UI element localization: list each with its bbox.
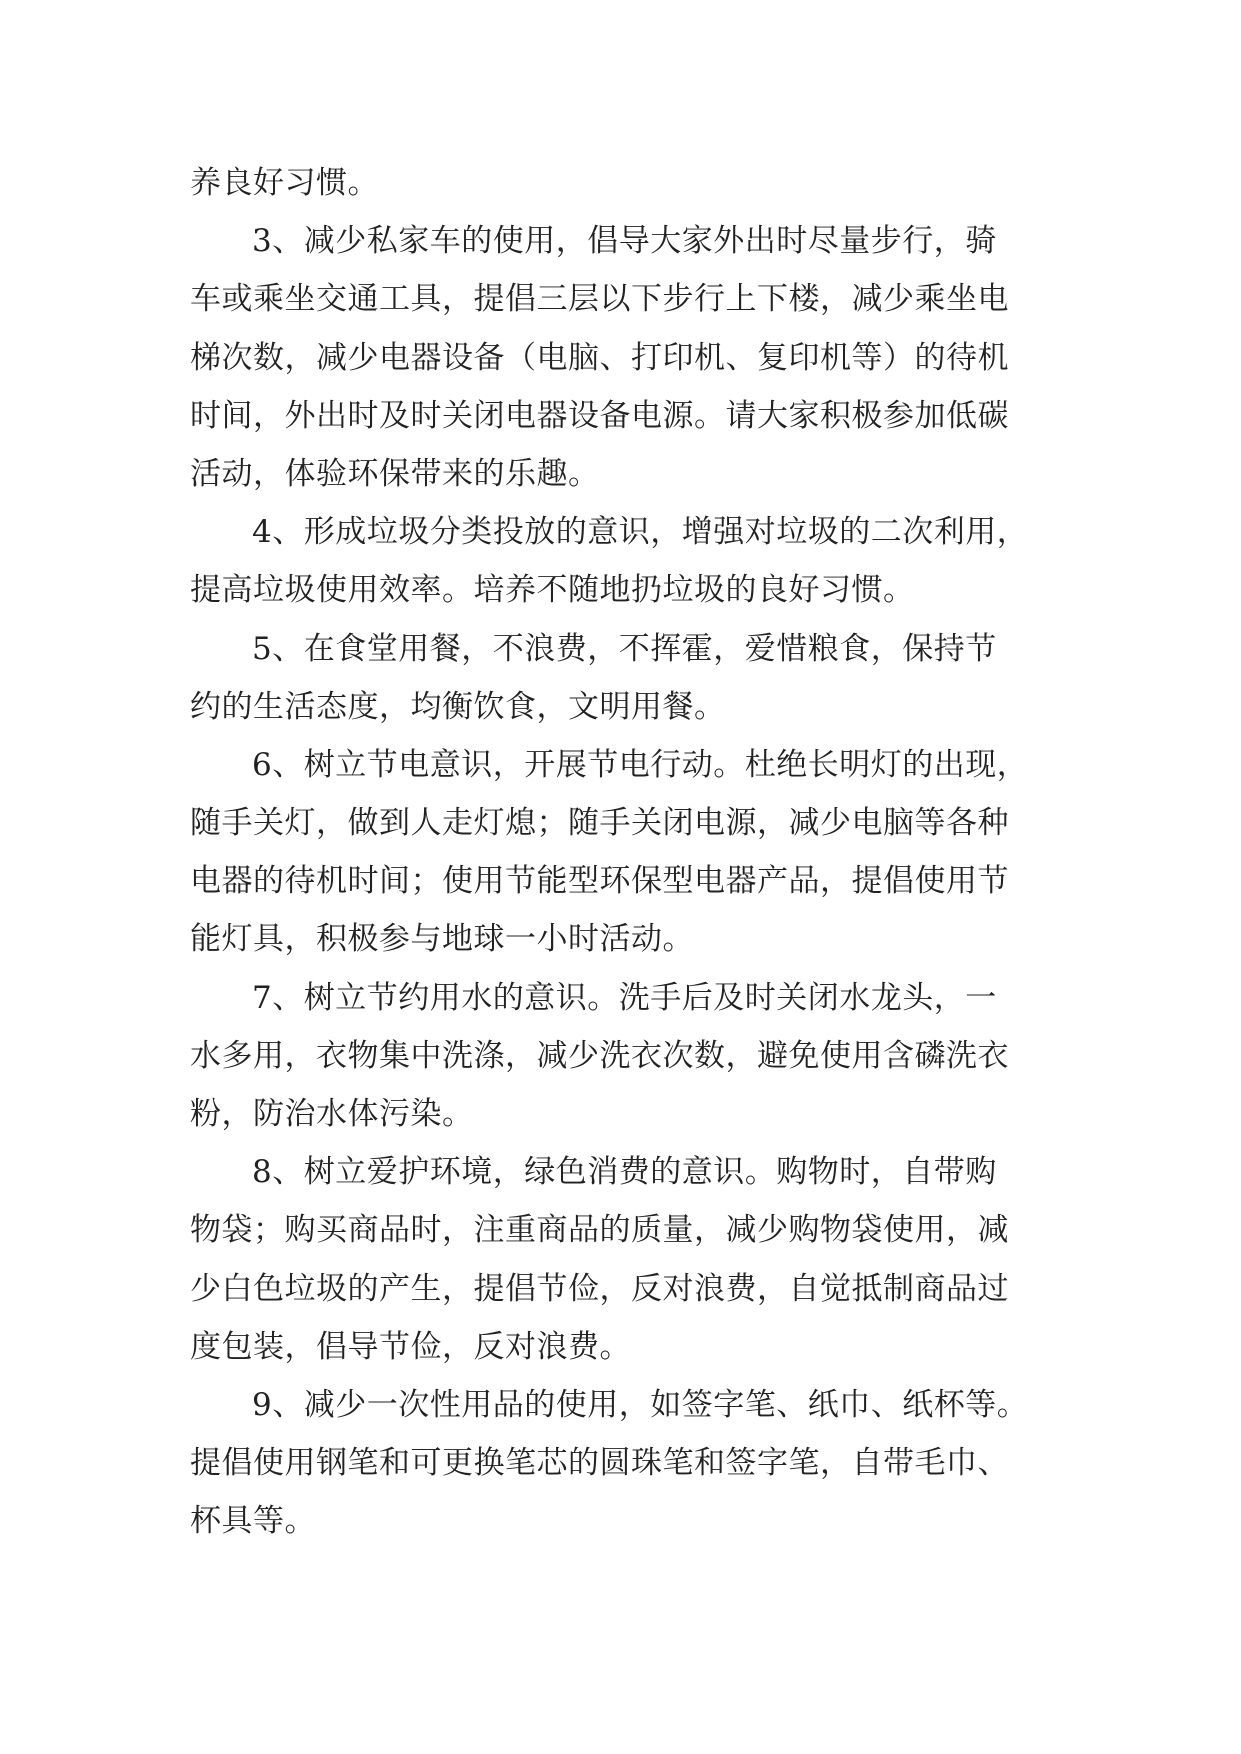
text-line: 养良好习惯。: [190, 165, 379, 201]
text-line: 物袋；购买商品时，注重商品的质量，减少购物袋使用，减: [190, 1212, 1009, 1249]
paragraph-7-start: 7、树立节约用水的意识。洗手后及时关闭水龙头，一: [252, 979, 997, 1016]
paragraph-5-start: 5、在食堂用餐，不浪费，不挥霍，爱惜粮食，保持节: [252, 630, 997, 667]
paragraph-8-start: 8、树立爱护环境，绿色消费的意识。购物时，自带购: [252, 1154, 997, 1191]
paragraph-3-start: 3、减少私家车的使用，倡导大家外出时尽量步行，骑: [252, 223, 997, 260]
paragraph-9-start: 9、减少一次性用品的使用，如签字笔、纸巾、纸杯等。: [252, 1386, 1029, 1423]
text-line: 活动，体验环保带来的乐趣。: [190, 455, 600, 492]
text-line: 杯具等。: [190, 1503, 316, 1540]
text-line: 约的生活态度，均衡饮食，文明用餐。: [190, 688, 726, 725]
text-line: 时间，外出时及时关闭电器设备电源。请大家积极参加低碳: [190, 397, 1009, 434]
text-line: 提倡使用钢笔和可更换笔芯的圆珠笔和签字笔，自带毛巾、: [190, 1445, 1009, 1482]
text-line: 水多用，衣物集中洗涤，减少洗衣次数，避免使用含磷洗衣: [190, 1037, 1009, 1074]
text-line: 度包装，倡导节俭，反对浪费。: [190, 1328, 631, 1365]
text-line: 提高垃圾使用效率。培养不随地扔垃圾的良好习惯。: [190, 572, 915, 609]
text-line: 少白色垃圾的产生，提倡节俭，反对浪费，自觉抵制商品过: [190, 1270, 1009, 1307]
paragraph-6-start: 6、树立节电意识，开展节电行动。杜绝长明灯的出现，: [252, 746, 1029, 783]
document-body: [190, 154, 1048, 1551]
text-line: 能灯具，积极参与地球一小时活动。: [190, 921, 694, 958]
paragraph-4-start: 4、形成垃圾分类投放的意识，增强对垃圾的二次利用，: [252, 514, 1029, 551]
text-line: 电器的待机时间；使用节能型环保型电器产品，提倡使用节: [190, 863, 1009, 900]
text-line: 随手关灯，做到人走灯熄；随手关闭电源，减少电脑等各种: [190, 805, 1009, 842]
text-line: 车或乘坐交通工具，提倡三层以下步行上下楼，减少乘坐电: [190, 281, 1009, 318]
text-line: 粉，防治水体污染。: [190, 1096, 474, 1132]
text-line: 梯次数，减少电器设备（电脑、打印机、复印机等）的待机: [190, 339, 1009, 376]
